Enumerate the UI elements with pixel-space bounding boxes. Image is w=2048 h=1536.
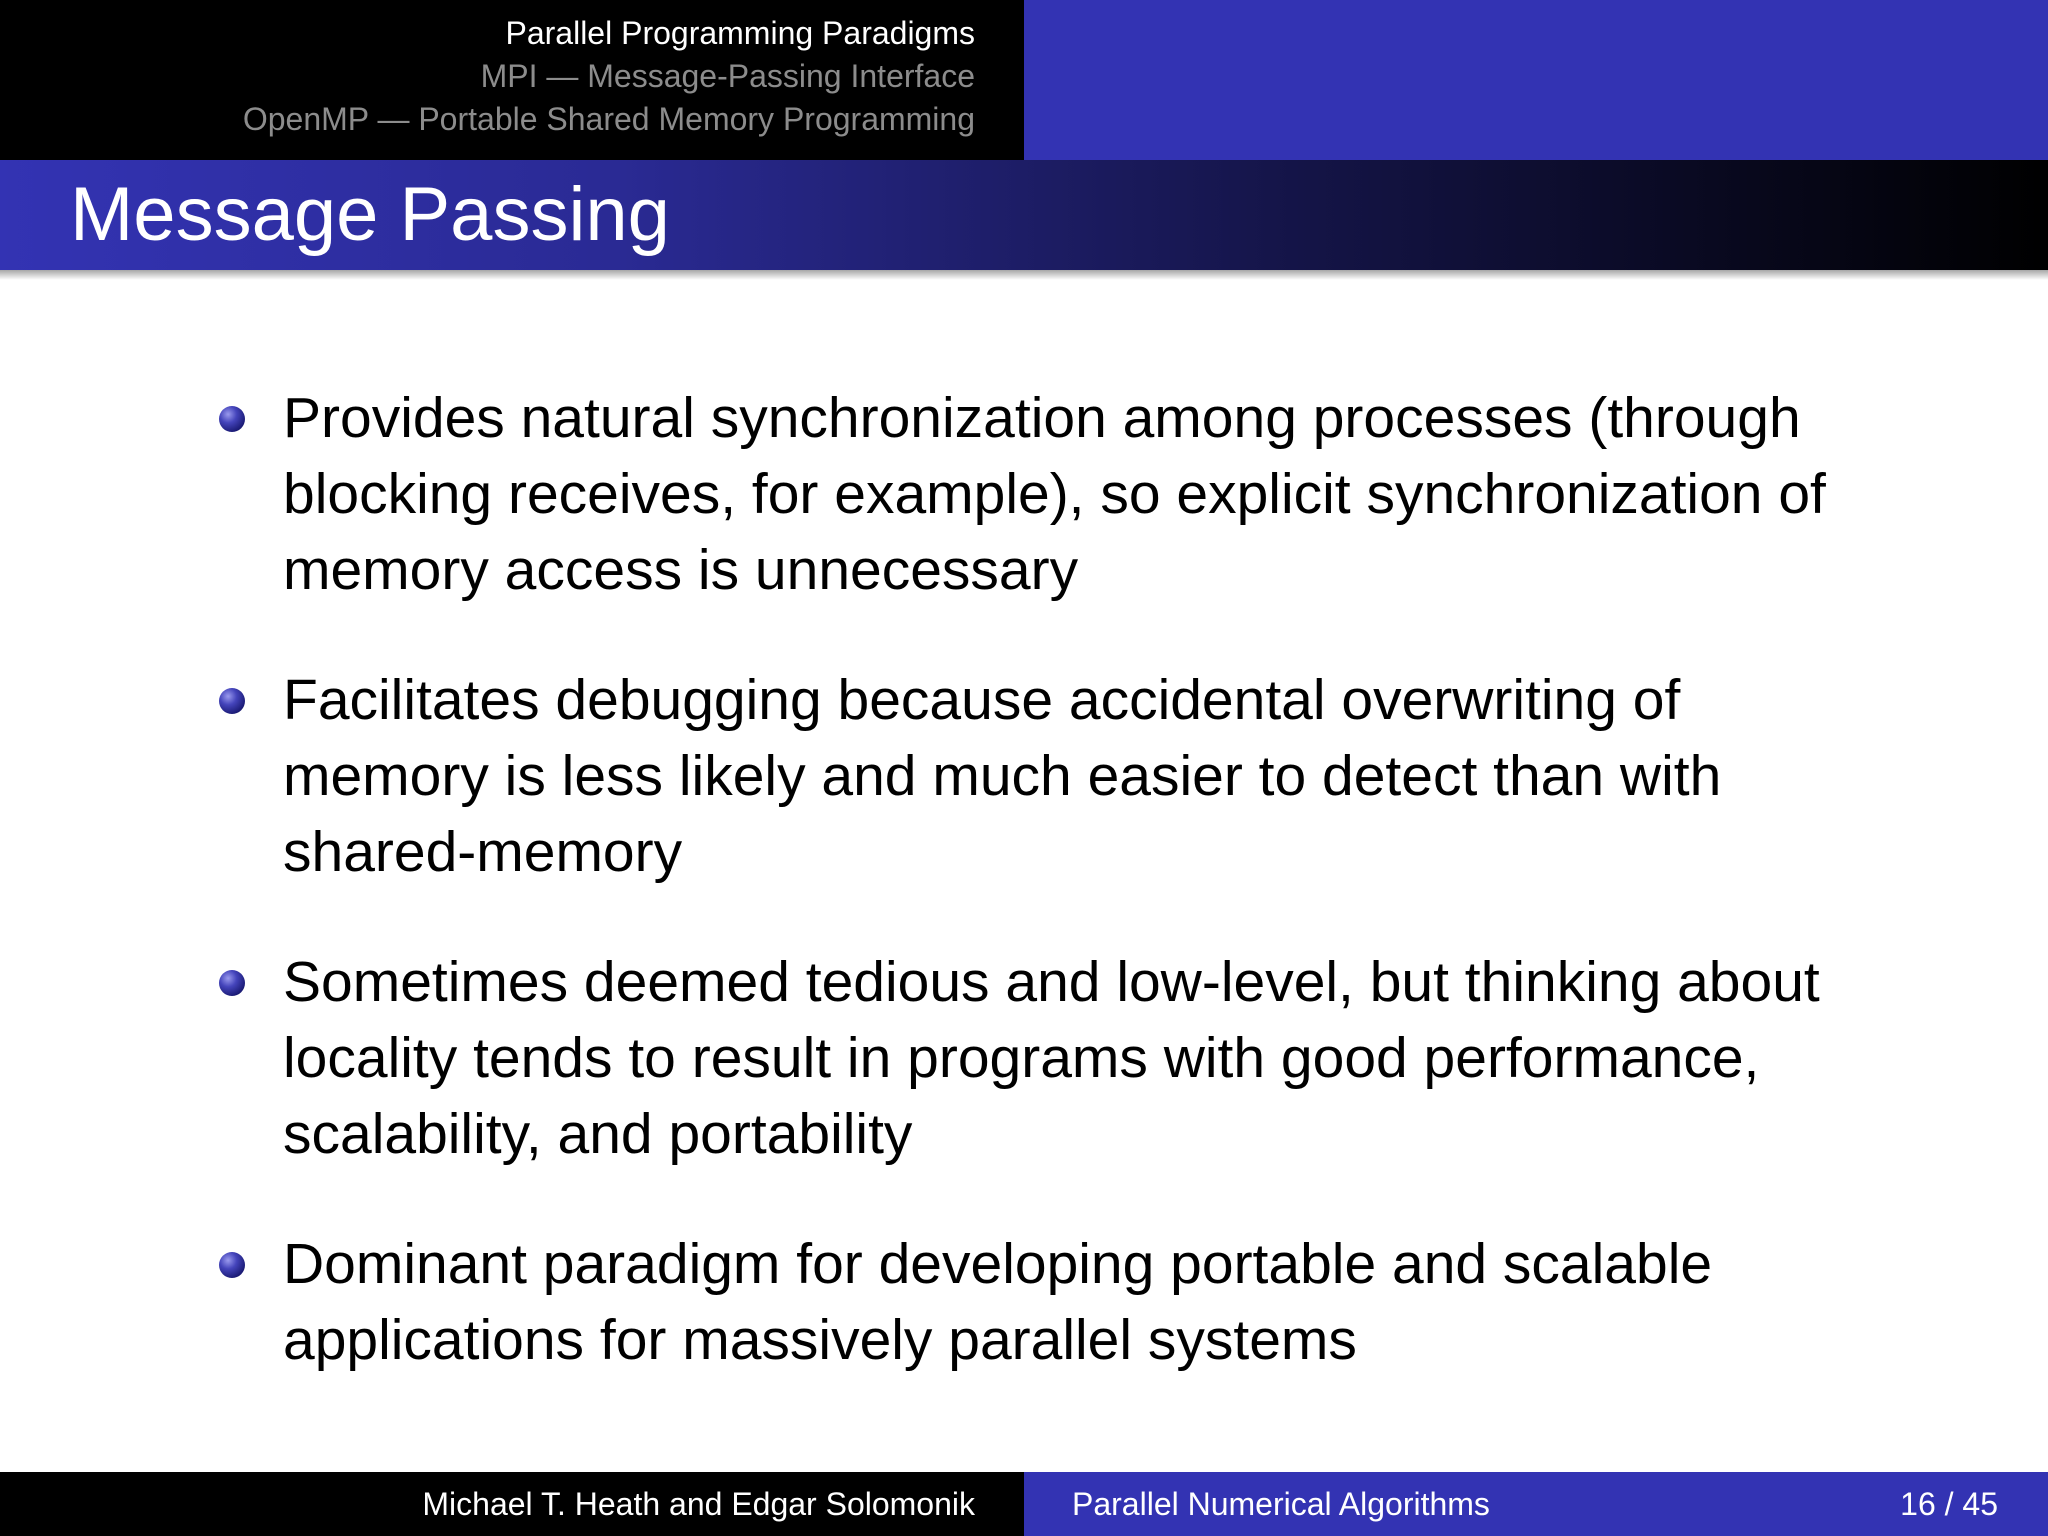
ball-bullet-icon xyxy=(219,406,245,432)
footer xyxy=(0,1472,2048,1536)
nav-section-mpi[interactable]: MPI — Message-Passing Interface xyxy=(480,58,975,94)
frame-title-bar xyxy=(0,160,2048,270)
list-item xyxy=(217,380,1897,608)
page-number: 16 / 45 xyxy=(1900,1486,1998,1522)
subsection-navigation-panel xyxy=(1024,0,2048,160)
ball-bullet-icon xyxy=(219,688,245,714)
ball-bullet-icon xyxy=(219,1252,245,1278)
list-item-text: Sometimes deemed tedious and low-level, but thinking about locality tends to result in programs with good performance, scalability, and portability xyxy=(283,950,1820,1166)
list-item-text: Provides natural synchronization among processes (through blocking receives, for example), so explicit synchronization of memory access is unnecessary xyxy=(283,386,1826,602)
list-item xyxy=(217,662,1897,890)
frame-title: Message Passing xyxy=(70,172,670,257)
footer-authors: Michael T. Heath and Edgar Solomonik xyxy=(0,1472,1024,1536)
list-item xyxy=(217,944,1897,1172)
footer-presentation-title: Parallel Numerical Algorithms xyxy=(1072,1486,1490,1522)
section-list xyxy=(243,12,975,141)
section-navigation-panel xyxy=(0,0,1024,160)
list-item xyxy=(217,1226,1897,1378)
footer-right-panel xyxy=(1024,1472,2048,1536)
header-navigation xyxy=(0,0,2048,160)
list-item-text: Dominant paradigm for developing portable and scalable applications for massively parallel systems xyxy=(283,1232,1713,1372)
list-item-text: Facilitates debugging because accidental overwriting of memory is less likely and much easier to detect than with shared-memory xyxy=(283,668,1722,884)
ball-bullet-icon xyxy=(219,970,245,996)
nav-section-openmp[interactable]: OpenMP — Portable Shared Memory Programming xyxy=(242,101,975,137)
title-bar-shadow xyxy=(0,270,2048,280)
bullet-list xyxy=(217,380,1897,1432)
nav-section-paradigms[interactable]: Parallel Programming Paradigms xyxy=(505,15,975,51)
